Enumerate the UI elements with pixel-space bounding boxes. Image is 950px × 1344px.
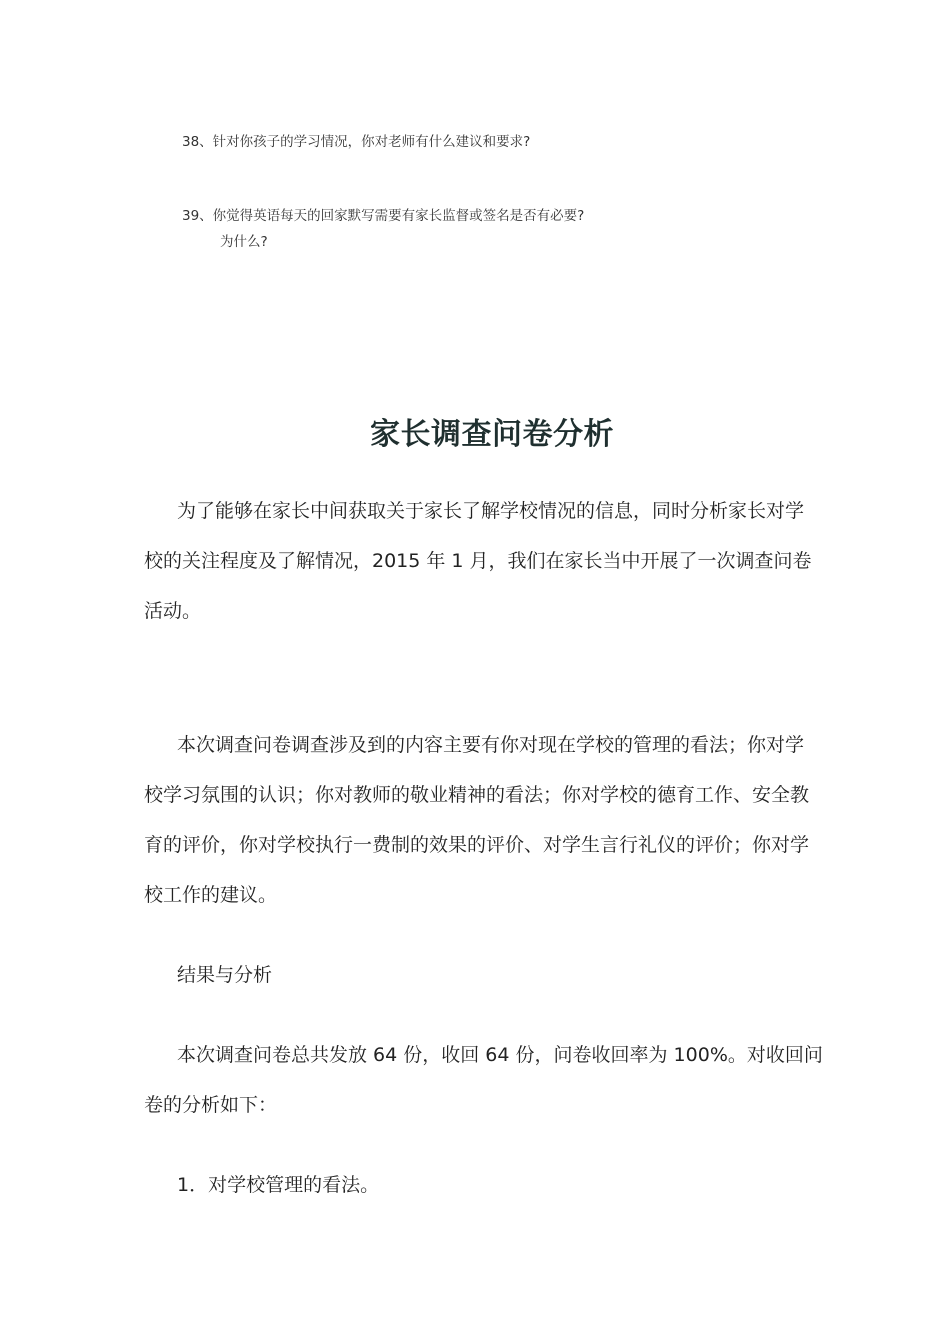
paragraph-scope-line-2: 校学习氛围的认识；你对教师的敬业精神的看法；你对学校的德育工作、安全教 (144, 784, 810, 806)
paragraph-scope-line-4: 校工作的建议。 (144, 884, 278, 906)
question-39-continuation: 为什么? (220, 234, 268, 250)
list-item-1: 1．对学校管理的看法。 (177, 1174, 380, 1196)
question-39: 39、你觉得英语每天的回家默写需要有家长监督或签名是否有必要? (182, 208, 585, 224)
paragraph-results-line-1: 本次调查问卷总共发放 64 份，收回 64 份，问卷收回率为 100%。对收回问 (177, 1044, 823, 1066)
question-38: 38、针对你孩子的学习情况，你对老师有什么建议和要求? (182, 134, 531, 150)
paragraph-scope-line-3: 育的评价，你对学校执行一费制的效果的评价、对学生言行礼仪的评价；你对学 (144, 834, 810, 856)
paragraph-results-line-2: 卷的分析如下： (144, 1094, 278, 1116)
paragraph-intro-line-1: 为了能够在家长中间获取关于家长了解学校情况的信息，同时分析家长对学 (177, 500, 805, 522)
paragraph-intro-line-2: 校的关注程度及了解情况，2015 年 1 月，我们在家长当中开展了一次调查问卷 (144, 550, 812, 572)
section-heading-results: 结果与分析 (177, 964, 273, 986)
paragraph-intro-line-3: 活动。 (144, 600, 202, 622)
document-title: 家长调查问卷分析 (370, 417, 614, 452)
paragraph-scope-line-1: 本次调查问卷调查涉及到的内容主要有你对现在学校的管理的看法；你对学 (177, 734, 805, 756)
